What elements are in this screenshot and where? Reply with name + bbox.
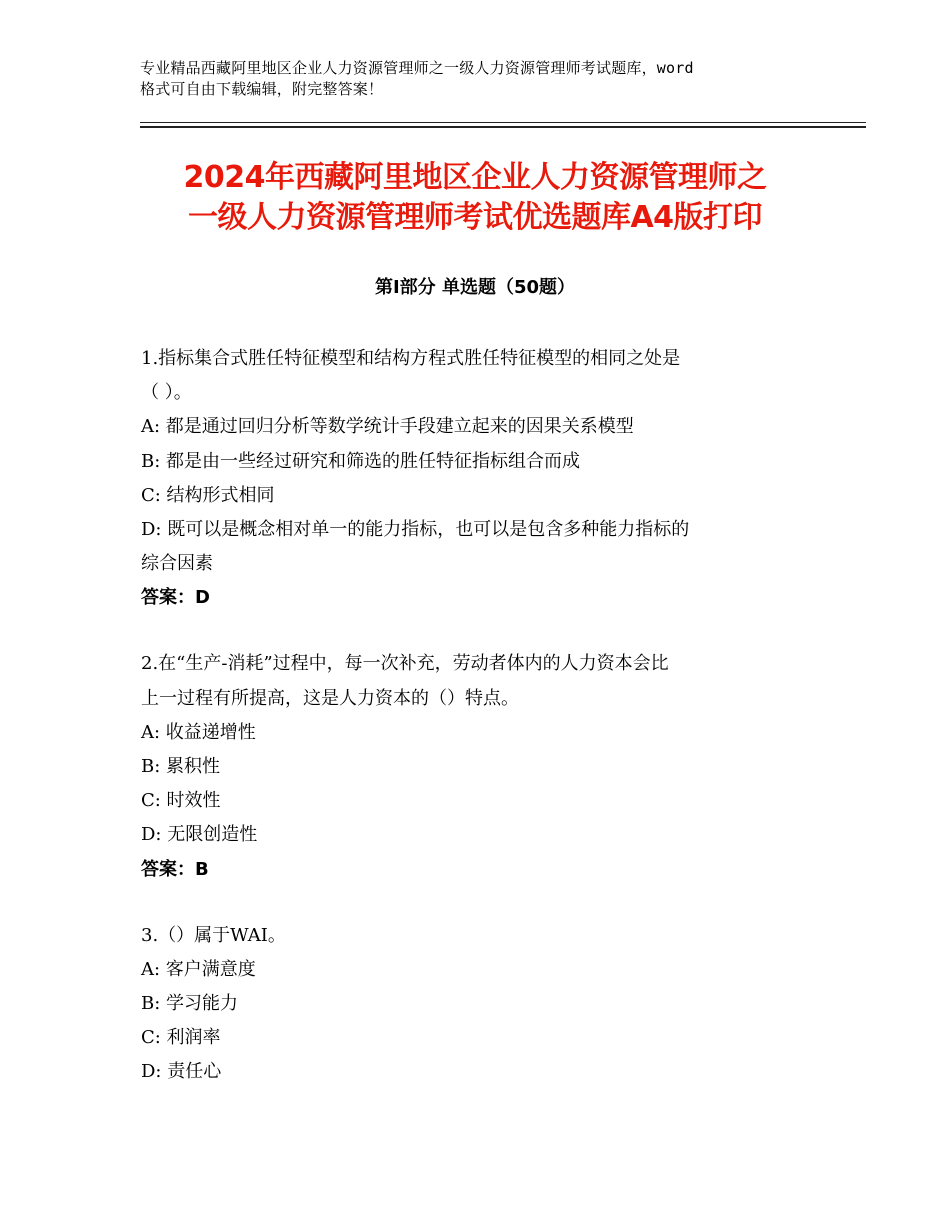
option-d: D: 无限创造性 [141, 824, 258, 846]
header-divider-thick [140, 126, 866, 128]
question-list [141, 342, 821, 1122]
header-note [140, 58, 830, 100]
option-a: A: 客户满意度 [141, 958, 256, 980]
header-note-line-1: 专业精品西藏阿里地区企业人力资源管理师之一级人力资源管理师考试题库，word [140, 59, 694, 77]
question-stem-line: 1.指标集合式胜任特征模型和结构方程式胜任特征模型的相同之处是 [141, 348, 681, 369]
option-c: C: 时效性 [141, 790, 221, 812]
option-b: B: 学习能力 [141, 993, 239, 1015]
question-stem-line: （ ）。 [141, 382, 192, 404]
question-stem-line: 上一过程有所提高，这是人力资本的（）特点。 [141, 687, 519, 709]
question-1 [141, 342, 821, 615]
answer-label: 答案：D [141, 587, 210, 609]
header-divider [140, 122, 866, 123]
option-c: C: 结构形式相同 [141, 484, 275, 506]
option-c: C: 利润率 [141, 1027, 221, 1049]
header-note-line-2: 格式可自由下载编辑，附完整答案！ [140, 80, 384, 98]
option-d-continuation: 综合因素 [141, 553, 213, 575]
question-2 [141, 647, 821, 886]
option-a: A: 收益递增性 [141, 721, 256, 743]
option-b: B: 都是由一些经过研究和筛选的胜任特征指标组合而成 [141, 450, 581, 472]
document-title-line-2: 一级人力资源管理师考试优选题库A4版打印 [187, 200, 763, 235]
option-a: A: 都是通过回归分析等数学统计手段建立起来的因果关系模型 [141, 416, 634, 438]
document-title-line-1: 2024年西藏阿里地区企业人力资源管理师之 [183, 160, 767, 195]
question-stem-line: 2.在“生产-消耗”过程中，每一次补充，劳动者体内的人力资本会比 [141, 653, 669, 675]
document-title [120, 158, 830, 238]
question-3 [141, 919, 821, 1090]
question-stem-line: 3.（）属于WAI。 [141, 924, 286, 946]
answer-label: 答案：B [141, 858, 209, 880]
option-d: D: 责任心 [141, 1061, 222, 1083]
section-title: 第Ⅰ部分 单选题（50题） [374, 277, 575, 298]
option-d: D: 既可以是概念相对单一的能力指标，也可以是包含多种能力指标的 [141, 519, 690, 541]
option-b: B: 累积性 [141, 756, 221, 778]
